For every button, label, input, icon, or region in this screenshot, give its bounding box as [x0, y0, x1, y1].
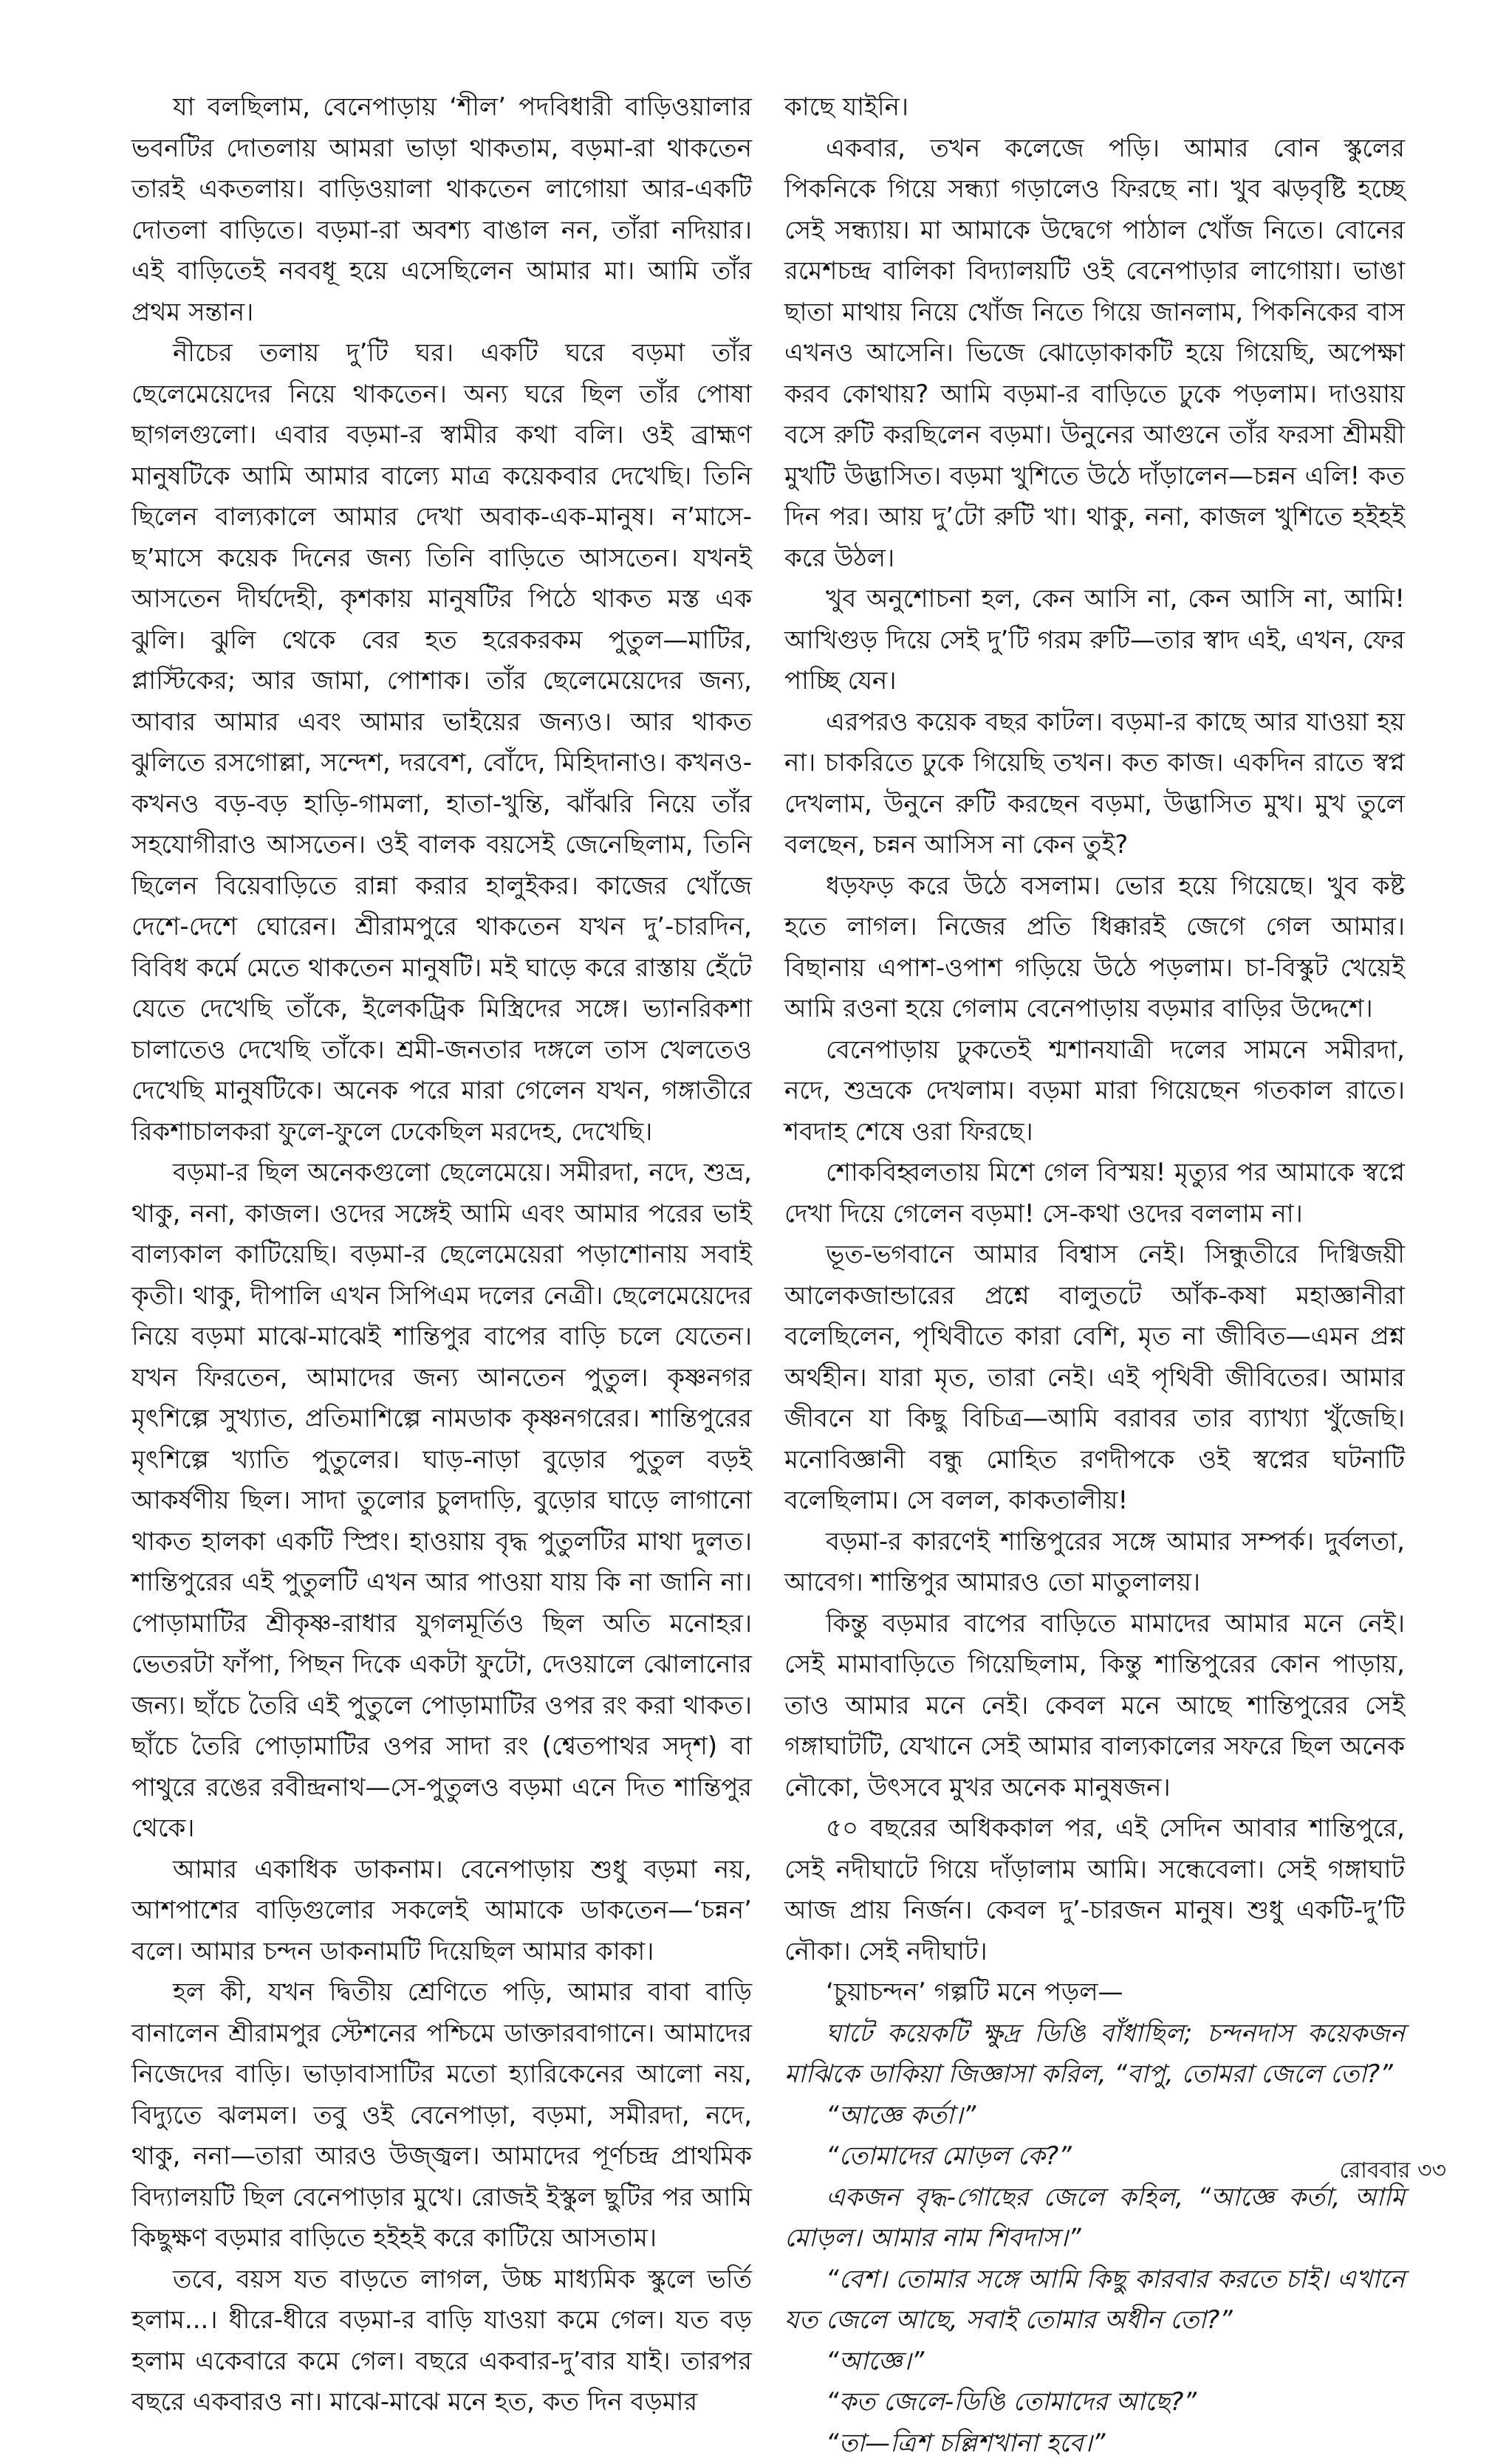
paragraph: হল কী, যখন দ্বিতীয় শ্রেণিতে পড়ি, আমার বাবা বাড়ি বানালেন শ্রীরামপুর স্টেশনের পশ্চিমে ডাক্তারবাগানে। আমাদের নিজেদের বাড়ি। ভাড়াবাসাটির মতো হ্যারিকেনের আলো নয়, বিদ্যুতে ঝলমল। তবু ওই বেনেপাড়া, বড়মা, সমীরদা, নদে, থাকু, ননা—তারা আরও উজ্জ্বল। আমাদের পূর্ণচন্দ্র প্রাথমিক বিদ্যালয়টি ছিল বেনেপাড়ার মুখে। রোজই ইস্কুল ছুটির পর আমি কিছুক্ষণ বড়মার বাড়িতে হইহই করে কাটিয়ে আসতাম।: [131, 1972, 752, 2259]
paragraph: কাছে যাইনি।: [784, 87, 1405, 128]
paragraph: যা বলছিলাম, বেনেপাড়ায় ‘শীল’ পদবিধারী বাড়িওয়ালার ভবনটির দোতলায় আমরা ভাড়া থাকতাম, বড়মা-রা থাকতেন তারই একতলায়। বাড়িওয়ালা থাকতেন লাগোয়া আর-একটি দোতলা বাড়িতে। বড়মা-রা অবশ্য বাঙাল নন, তাঁরা নদিয়ার। এই বাড়িতেই নববধূ হয়ে এসেছিলেন আমার মা। আমি তাঁর প্রথম সন্তান।: [131, 87, 752, 333]
quote-line: ঘাটে কয়েকটি ক্ষুদ্র ডিঙি বাঁধাছিল; চন্দনদাস কয়েকজন মাঝিকে ডাকিয়া জিজ্ঞাসা করিল, “বাপু, তোমরা জেলে তো?”: [784, 2014, 1405, 2096]
right-column: [784, 87, 1405, 2464]
paragraph: আমার একাধিক ডাকনাম। বেনেপাড়ায় শুধু বড়মা নয়, আশপাশের বাড়িগুলোর সকলেই আমাকে ডাকতেন—‘চন্নন’ বলে। আমার চন্দন ডাকনামটি দিয়েছিল আমার কাকা।: [131, 1850, 752, 1973]
quote-line: “বেশ। তোমার সঙ্গে আমি কিছু কারবার করতে চাই। এখানে যত জেলে আছে, সবাই তোমার অধীন তো?”: [784, 2259, 1405, 2341]
paragraph: তবে, বয়স যত বাড়তে লাগল, উচ্চ মাধ্যমিক স্কুলে ভর্তি হলাম...। ধীরে-ধীরে বড়মা-র বাড়ি যাওয়া কমে গেল। যত বড় হলাম একেবারে কমে গেল। বছরে একবার-দু’বার যাই। তারপর বছরে একবারও না। মাঝে-মাঝে মনে হত, কত দিন বড়মার: [131, 2259, 752, 2423]
quote-line: একজন বৃদ্ধ-গোছের জেলে কহিল, “আজ্ঞে কর্তা, আমি মোড়ল। আমার নাম শিবদাস।”: [784, 2178, 1405, 2259]
quote-line: “কত জেলে-ডিঙি তোমাদের আছে?”: [784, 2382, 1405, 2423]
paragraph: ৫০ বছরের অধিককাল পর, এই সেদিন আবার শান্তিপুরে, সেই নদীঘাটে গিয়ে দাঁড়ালাম আমি। সন্ধেবেলা। সেই গঙ্গাঘাট আজ প্রায় নির্জন। কেবল দু’-চারজন মানুষ। শুধু একটি-দু’টি নৌকা। সেই নদীঘাট।: [784, 1808, 1405, 1972]
page-footer: রোববার ৩৩: [1262, 2156, 1446, 2186]
paragraph: নীচের তলায় দু’টি ঘর। একটি ঘরে বড়মা তাঁর ছেলেমেয়েদের নিয়ে থাকতেন। অন্য ঘরে ছিল তাঁর পোষা ছাগলগুলো। এবার বড়মা-র স্বামীর কথা বলি। ওই ব্রাহ্মণ মানুষটিকে আমি আমার বাল্যে মাত্র কয়েকবার দেখেছি। তিনি ছিলেন বাল্যকালে আমার দেখা অবাক-এক-মানুষ। ন’মাসে-ছ’মাসে কয়েক দিনের জন্য তিনি বাড়িতে আসতেন। যখনই আসতেন দীর্ঘদেহী, কৃশকায় মানুষটির পিঠে থাকত মস্ত এক ঝুলি। ঝুলি থেকে বের হত হরেকরকম পুতুল—মাটির, প্লাস্টিকের; আর জামা, পোশাক। তাঁর ছেলেমেয়েদের জন্য, আবার আমার এবং আমার ভাইয়ের জন্যও। আর থাকত ঝুলিতে রসগোল্লা, সন্দেশ, দরবেশ, বোঁদে, মিহিদানাও। কখনও-কখনও বড়-বড় হাড়ি-গামলা, হাতা-খুন্তি, ঝাঁঝরি নিয়ে তাঁর সহযোগীরাও আসতেন। ওই বালক বয়সেই জেনেছিলাম, তিনি ছিলেন বিয়েবাড়িতে রান্না করার হালুইকর। কাজের খোঁজে দেশে-দেশে ঘোরেন। শ্রীরামপুরে থাকতেন যখন দু’-চারদিন, বিবিধ কর্মে মেতে থাকতেন মানুষটি। মই ঘাড়ে করে রাস্তায় হেঁটে যেতে দেখেছি তাঁকে, ইলেকট্রিক মিস্ত্রিদের সঙ্গে। ভ্যানরিকশা চালাতেও দেখেছি তাঁকে। শ্রমী-জনতার দঙ্গলে তাস খেলতেও দেখেছি মানুষটিকে। অনেক পরে মারা গেলেন যখন, গঙ্গাতীরে রিকশাচালকরা ফুলে-ফুলে ঢেকেছিল মরদেহ, দেখেছি।: [131, 333, 752, 1153]
paragraph: একবার, তখন কলেজে পড়ি। আমার বোন স্কুলের পিকনিকে গিয়ে সন্ধ্যা গড়ালেও ফিরছে না। খুব ঝড়বৃষ্টি হচ্ছে সেই সন্ধ্যায়। মা আমাকে উদ্বেগে পাঠাল খোঁজ নিতে। বোনের রমেশচন্দ্র বালিকা বিদ্যালয়টি ওই বেনেপাড়ার লাগোয়া। ভাঙা ছাতা মাথায় নিয়ে খোঁজ নিতে গিয়ে জানলাম, পিকনিকের বাস এখনও আসেনি। ভিজে ঝোড়োকাকটি হয়ে গিয়েছি, অপেক্ষা করব কোথায়? আমি বড়মা-র বাড়িতে ঢুকে পড়লাম। দাওয়ায় বসে রুটি করছিলেন বড়মা। উনুনের আগুনে তাঁর ফরসা শ্রীময়ী মুখটি উদ্ভাসিত। বড়মা খুশিতে উঠে দাঁড়ালেন—চন্নন এলি! কত দিন পর। আয় দু’টো রুটি খা। থাকু, ননা, কাজল খুশিতে হইহই করে উঠল।: [784, 128, 1405, 580]
paragraph: বড়মা-র ছিল অনেকগুলো ছেলেমেয়ে। সমীরদা, নদে, শুভ্র, থাকু, ননা, কাজল। ওদের সঙ্গেই আমি এবং আমার পরের ভাই বাল্যকাল কাটিয়েছি। বড়মা-র ছেলেমেয়েরা পড়াশোনায় সবাই কৃতী। থাকু, দীপালি এখন সিপিএম দলের নেত্রী। ছেলেমেয়েদের নিয়ে বড়মা মাঝে-মাঝেই শান্তিপুর বাপের বাড়ি চলে যেতেন। যখন ফিরতেন, আমাদের জন্য আনতেন পুতুল। কৃষ্ণনগর মৃৎশিল্পে সুখ্যাত, প্রতিমাশিল্পে নামডাক কৃষ্ণনগরের। শান্তিপুরের মৃৎশিল্পে খ্যাতি পুতুলের। ঘাড়-নাড়া বুড়োর পুতুল বড়ই আকর্ষণীয় ছিল। সাদা তুলোর চুলদাড়ি, বুড়োর ঘাড়ে লাগানো থাকত হালকা একটি স্প্রিং। হাওয়ায় বৃদ্ধ পুতুলটির মাথা দুলত। শান্তিপুরের এই পুতুলটি এখন আর পাওয়া যায় কি না জানি না। পোড়ামাটির শ্রীকৃষ্ণ-রাধার যুগলমূর্তিও ছিল অতি মনোহর। ভেতরটা ফাঁপা, পিছন দিকে একটা ফুটো, দেওয়ালে ঝোলানোর জন্য। ছাঁচে তৈরি এই পুতুলে পোড়ামাটির ওপর রং করা থাকত। ছাঁচে তৈরি পোড়ামাটির ওপর সাদা রং (শ্বেতপাথর সদৃশ) বা পাথুরে রঙের রবীন্দ্রনাথ—সে-পুতুলও বড়মা এনে দিত শান্তিপুর থেকে।: [131, 1153, 752, 1850]
paragraph: কিন্তু বড়মার বাপের বাড়িতে মামাদের আমার মনে নেই। সেই মামাবাড়িতে গিয়েছিলাম, কিন্তু শান্তিপুরের কোন পাড়ায়, তাও আমার মনে নেই। কেবল মনে আছে শান্তিপুরের সেই গঙ্গাঘাটটি, যেখানে সেই আমার বাল্যকালের সফরে ছিল অনেক নৌকো, উৎসবে মুখর অনেক মানুষজন।: [784, 1604, 1405, 1809]
paragraph: এরপরও কয়েক বছর কাটল। বড়মা-র কাছে আর যাওয়া হয় না। চাকরিতে ঢুকে গিয়েছি তখন। কত কাজ। একদিন রাতে স্বপ্ন দেখলাম, উনুনে রুটি করছেন বড়মা, উদ্ভাসিত মুখ। মুখ তুলে বলছেন, চন্নন আসিস না কেন তুই?: [784, 702, 1405, 866]
quote-line: “আজ্ঞে কর্তা।”: [784, 2096, 1405, 2137]
left-column: [131, 87, 752, 2423]
quote-line: “আজ্ঞে।”: [784, 2341, 1405, 2383]
quote-line: “তোমাদের মোড়ল কে?”: [784, 2136, 1405, 2178]
paragraph: খুব অনুশোচনা হল, কেন আসি না, কেন আসি না, আমি! আখিগুড় দিয়ে সেই দু’টি গরম রুটি—তার স্বাদ এই, এখন, ফের পাচ্ছি যেন।: [784, 579, 1405, 702]
paragraph: বড়মা-র কারণেই শান্তিপুরের সঙ্গে আমার সম্পর্ক। দুর্বলতা, আবেগ। শান্তিপুর আমারও তো মাতুলালয়।: [784, 1522, 1405, 1604]
paragraph: ভূত-ভগবানে আমার বিশ্বাস নেই। সিন্ধুতীরে দিগ্বিজয়ী আলেকজান্ডারের প্রশ্নে বালুতটে আঁক-কষা মহাজ্ঞানীরা বলেছিলেন, পৃথিবীতে কারা বেশি, মৃত না জীবিত—এমন প্রশ্ন অর্থহীন। যারা মৃত, তারা নেই। এই পৃথিবী জীবিতের। আমার জীবনে যা কিছু বিচিত্র—আমি বরাবর তার ব্যাখ্যা খুঁজেছি। মনোবিজ্ঞানী বন্ধু মোহিত রণদীপকে ওই স্বপ্নের ঘটনাটি বলেছিলাম। সে বলল, কাকতালীয়!: [784, 1235, 1405, 1522]
paragraph: ‘চুয়াচন্দন’ গল্পটি মনে পড়ল—: [784, 1972, 1405, 2014]
quote-line: “তা—ত্রিশ চল্লিশখানা হবে।”: [784, 2423, 1405, 2464]
paragraph: ধড়ফড় করে উঠে বসলাম। ভোর হয়ে গিয়েছে। খুব কষ্ট হতে লাগল। নিজের প্রতি ধিক্কারই জেগে গেল আমার। বিছানায় এপাশ-ওপাশ গড়িয়ে উঠে পড়লাম। চা-বিস্কুট খেয়েই আমি রওনা হয়ে গেলাম বেনেপাড়ায় বড়মার বাড়ির উদ্দেশে।: [784, 866, 1405, 1030]
paragraph: শোকবিহ্বলতায় মিশে গেল বিস্ময়! মৃত্যুর পর আমাকে স্বপ্নে দেখা দিয়ে গেলেন বড়মা! সে-কথা ওদের বললাম না।: [784, 1153, 1405, 1235]
paragraph: বেনেপাড়ায় ঢুকতেই শ্মশানযাত্রী দলের সামনে সমীরদা, নদে, শুভ্রকে দেখলাম। বড়মা মারা গিয়েছেন গতকাল রাতে। শবদাহ শেষে ওরা ফিরছে।: [784, 1030, 1405, 1153]
